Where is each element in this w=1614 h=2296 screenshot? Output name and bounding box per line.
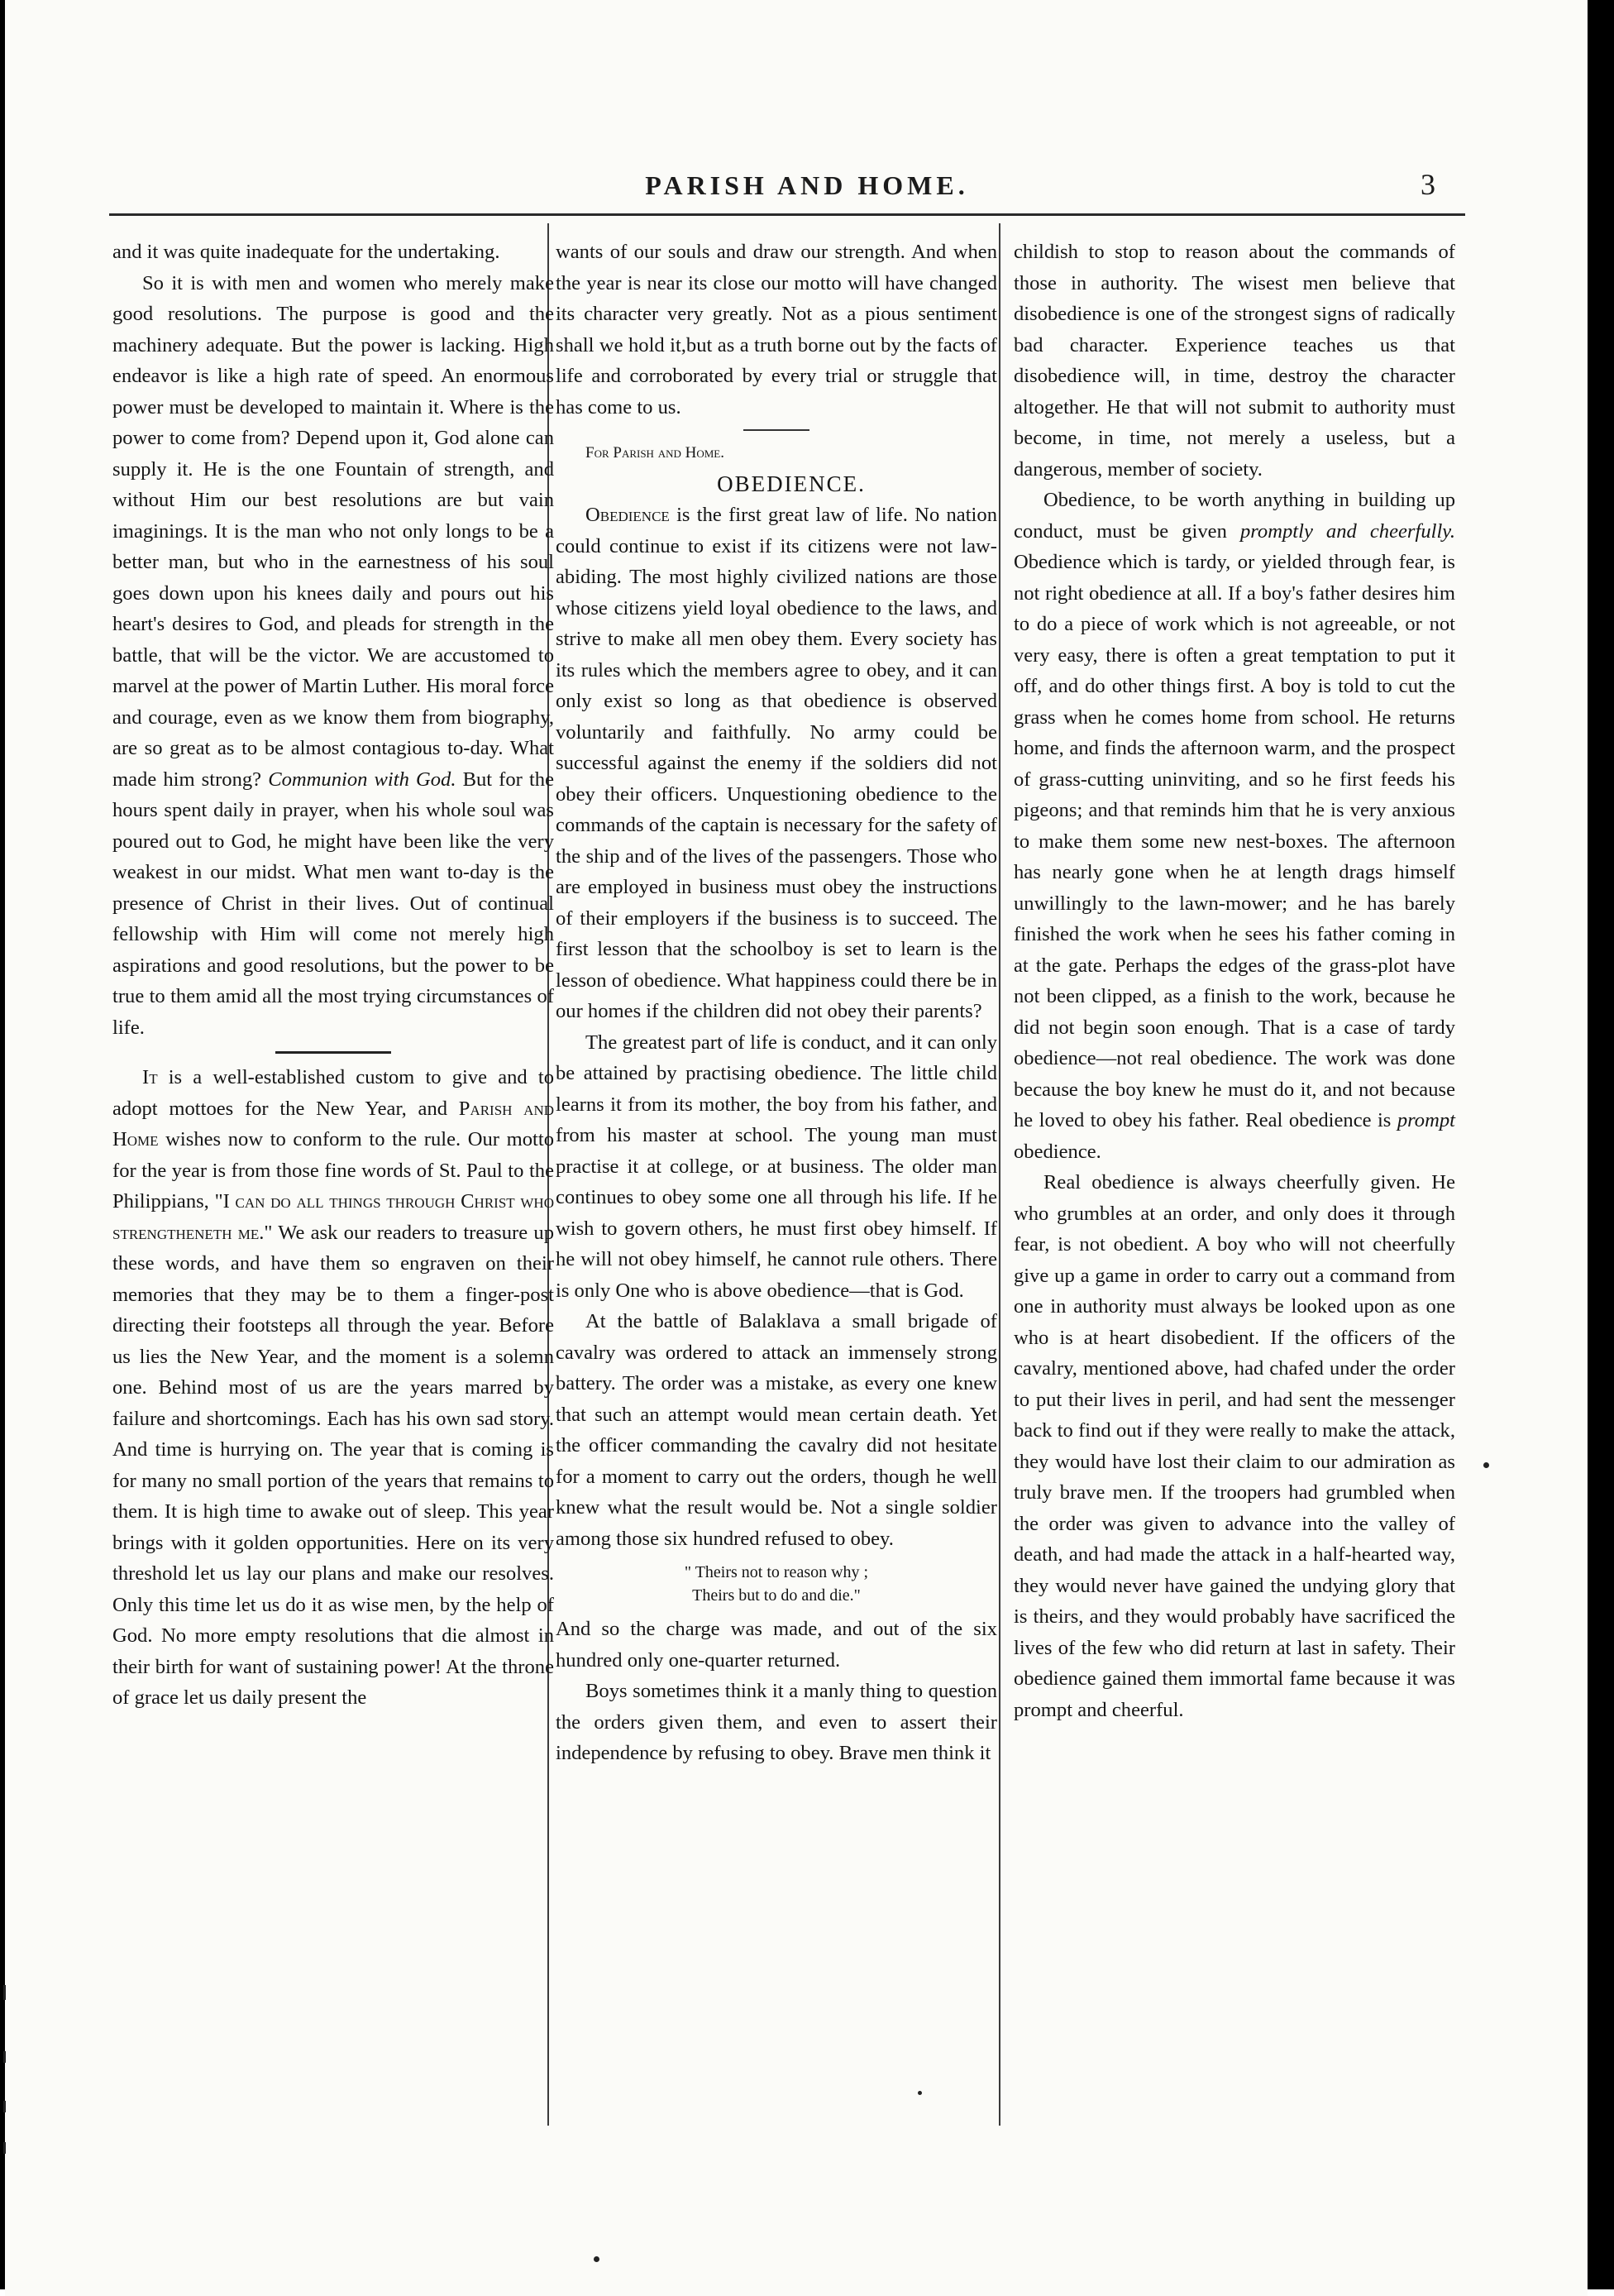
paragraph-text: So it is with men and women who merely make good resolutions. The purpose is good and the machinery adequate. But the power is lacking. High endeavor is like a high rate of speed. An enormous power must be developed to maintain it. Where is the power to come from? Depend upon it, God alone can supply it. He is the one Fountain of strength, and without Him our best resolutions are but vain imaginings. It is the man who not only longs to be a better man, but who in the earnestness of his soul goes down upon his knees daily and pours out his heart's desires to God, and pleads for strength in the battle, that will be the victor. We are accustomed to marvel at the power of Martin Luther. His moral force and courage, even as we know them from biography, are so great as to be almost contagious to-day. What made him strong?: [112, 271, 554, 791]
italic-phrase: Communion with God.: [268, 768, 456, 791]
paragraph: Boys sometimes think it a manly thing to question the orders given them, and even to assert their independence by refusing to obey. Brave men think it: [556, 1680, 997, 1764]
paragraph-text: Obedience, to be worth anything in building up conduct, must be given: [1014, 489, 1455, 543]
ink-speck: [1483, 1462, 1489, 1468]
paragraph: [556, 500, 997, 1027]
paragraph-text: is a well-established custom to give and to adopt mottoes for the New Year, and: [112, 1066, 554, 1120]
section-rule: [275, 1051, 391, 1054]
margin-mark: [3, 2142, 6, 2154]
verse-line: Theirs but to do and die.": [692, 1586, 861, 1605]
paragraph: And so the charge was made, and out of the six hundred only one-quarter returned.: [556, 1618, 997, 1672]
paragraph-text: " We ask our readers to treasure up these words, and have them so engraven on their memories that they may be to them a finger-post directing their footsteps all through the year. Before us lies the New Year, and the moment is a solemn one. Behind most of us are the years marred by failure and shortcomings. Each has his own sad story. And time is hurrying on. The year that is coming is for many no small portion of the years that remains to them. It is high time to awake out of sleep. This year brings with it golden opportunities. Here on its very threshold let us lay our plans and make our resolves. Only this time let us do it as wise men, by the help of God. No more empty resolutions that die almost in their birth for want of sustaining power! At the throne of grace let us daily present the: [112, 1221, 554, 1709]
paragraph: The greatest part of life is conduct, and it can only be attained by practising obedience. The little child learns it from its mother, the boy from his father, and from his master at school. The young man must practise it at college, or at business. The older man continues to obey some one all through his life. If he wish to govern others, he must first obey himself. If he will not obey himself, he cannot rule others. There is only One who is above obedience—that is God.: [556, 1031, 997, 1302]
column-3: [1014, 237, 1455, 1725]
paragraph-text: But for the hours spent daily in prayer, when his whole soul was poured out to God, he might have been like the very weakest in our midst. What men want to-day is the presence of Christ in their lives. Out of continual fellowship with Him will come not merely high aspirations and good resolutions, but the power to be true to them amid all the most trying circumstances of life.: [112, 768, 554, 1039]
paragraph: [112, 268, 554, 1044]
byline: For Parish and Home.: [585, 444, 724, 462]
paragraph-text: Obedience which is tardy, or yielded through fear, is not right obedience at all. If a boy's father desires him to do a piece of work which is not agreeable, or not very easy, there is often a great temptation to put it off, and do other things first. A boy is told to cut the grass when he comes home from school. He returns home, and finds the afternoon warm, and the prospect of grass-cutting uninviting, and so he first feeds his pigeons; and that reminds him that he is very anxious to make them some new nest-boxes. The afternoon has nearly gone when he at length drags himself unwillingly to the lawn-mower; and he has barely finished the work when he sees his father coming in at the gate. Perhaps the edges of the grass-plot have not been clipped, as a finish to the work, because he did not begin soon enough. That is a case of tardy obedience—not real obedience. The work was done because the boy knew he must do it, and not because he loved to obey his father. Real obedience is: [1014, 551, 1455, 1131]
paragraph-text: wishes now to conform to the rule. Our motto for the year is from those fine words of St. Paul to the Philippians, ": [112, 1128, 554, 1213]
paragraph: At the battle of Balaklava a small brigade of cavalry was ordered to attack an immensely strong battery. The order was a mistake, as every one knew that such an attempt would mean certain death. Yet the officer commanding the cavalry did not hesitate for a moment to carry out the orders, though he well knew what the result would be. Not a single soldier among those six hundred refused to obey.: [556, 1310, 997, 1550]
paragraph-text: obedience.: [1014, 1140, 1101, 1163]
italic-phrase: promptly and cheerfully.: [1239, 519, 1455, 543]
margin-mark: [3, 2101, 6, 2112]
article-title: OBEDIENCE.: [717, 471, 866, 496]
ink-speck: [918, 2091, 922, 2095]
column-divider: [999, 223, 1000, 2126]
margin-mark: [3, 1985, 6, 2000]
publication-name: Parish and Home: [112, 1097, 554, 1150]
motto: I can do all things through Christ who strengtheneth me.: [112, 1190, 554, 1244]
paragraph: [112, 1062, 554, 1714]
section-rule: [743, 429, 809, 431]
header-rule: [109, 213, 1465, 216]
italic-phrase: prompt: [1397, 1109, 1455, 1131]
column-1: [112, 237, 554, 1714]
running-head: PARISH AND HOME.: [645, 170, 969, 200]
paragraph: wants of our souls and draw our strength. And when the year is near its close our motto will have changed its character very greatly. Not as a pious sentiment shall we hold it,but as a truth borne out by the facts of life and corroborated by every trial or struggle that has come to us.: [556, 241, 997, 419]
lead-word: It: [142, 1066, 158, 1088]
ink-speck: [594, 2256, 599, 2262]
verse-quote: [556, 1561, 997, 1607]
paragraph: and it was quite inadequate for the undertaking.: [112, 241, 500, 263]
margin-mark: [3, 2051, 6, 2063]
lead-word: Obedience: [585, 504, 670, 526]
paragraph: [1014, 485, 1455, 1167]
page-number: 3: [1421, 168, 1435, 201]
paragraph: childish to stop to reason about the commands of those in authority. The wisest men believe that disobedience is one of the strongest signs of radically bad character. Experience teaches us that disobedience will, in time, destroy the character altogether. He that will not submit to authority must become, in time, not merely a useless, but a dangerous, member of society.: [1014, 241, 1455, 481]
column-2: [556, 237, 997, 1769]
paragraph: Real obedience is always cheerfully given. He who grumbles at an order, and only does it through fear, is not obedient. A boy who will not cheerfully give up a game in order to carry out a command from one in authority must always be looked upon as one who is at heart disobedient. If the officers of the cavalry, mentioned above, had chafed under the order to put their lives in peril, and had sent the messenger back to find out if they were really to make the attack, they would have lost their claim to our admiration as truly brave men. If the troopers had grumbled when the order was given to advance into the valley of death, and had made the attack in a half-hearted way, they would never have gained the undying glory that is theirs, and they would probably have sacrificed the lives of the few who did return at last in safety. Their obedience gained them immortal fame because it was prompt and cheerful.: [1014, 1171, 1455, 1721]
paragraph-text: is the first great law of life. No nation could continue to exist if its citizens were not law-abiding. The most highly civilized nations are those whose citizens yield loyal obedience to the laws, and strive to make all men obey them. Every society has its rules which the members agree to obey, and it can only exist so long as that obedience is observed voluntarily and faithfully. No army could be successful against the enemy if the soldiers did not obey their officers. Unquestioning obedience to the commands of the captain is necessary for the safety of the ship and of the lives of the passengers. Those who are employed in business must obey the instructions of their employers if the business is to succeed. The first lesson that the schoolboy is set to learn is the lesson of obedience. What happiness could there be in our homes if the children did not obey their parents?: [556, 504, 997, 1022]
verse-line: " Theirs not to reason why ;: [684, 1563, 869, 1581]
